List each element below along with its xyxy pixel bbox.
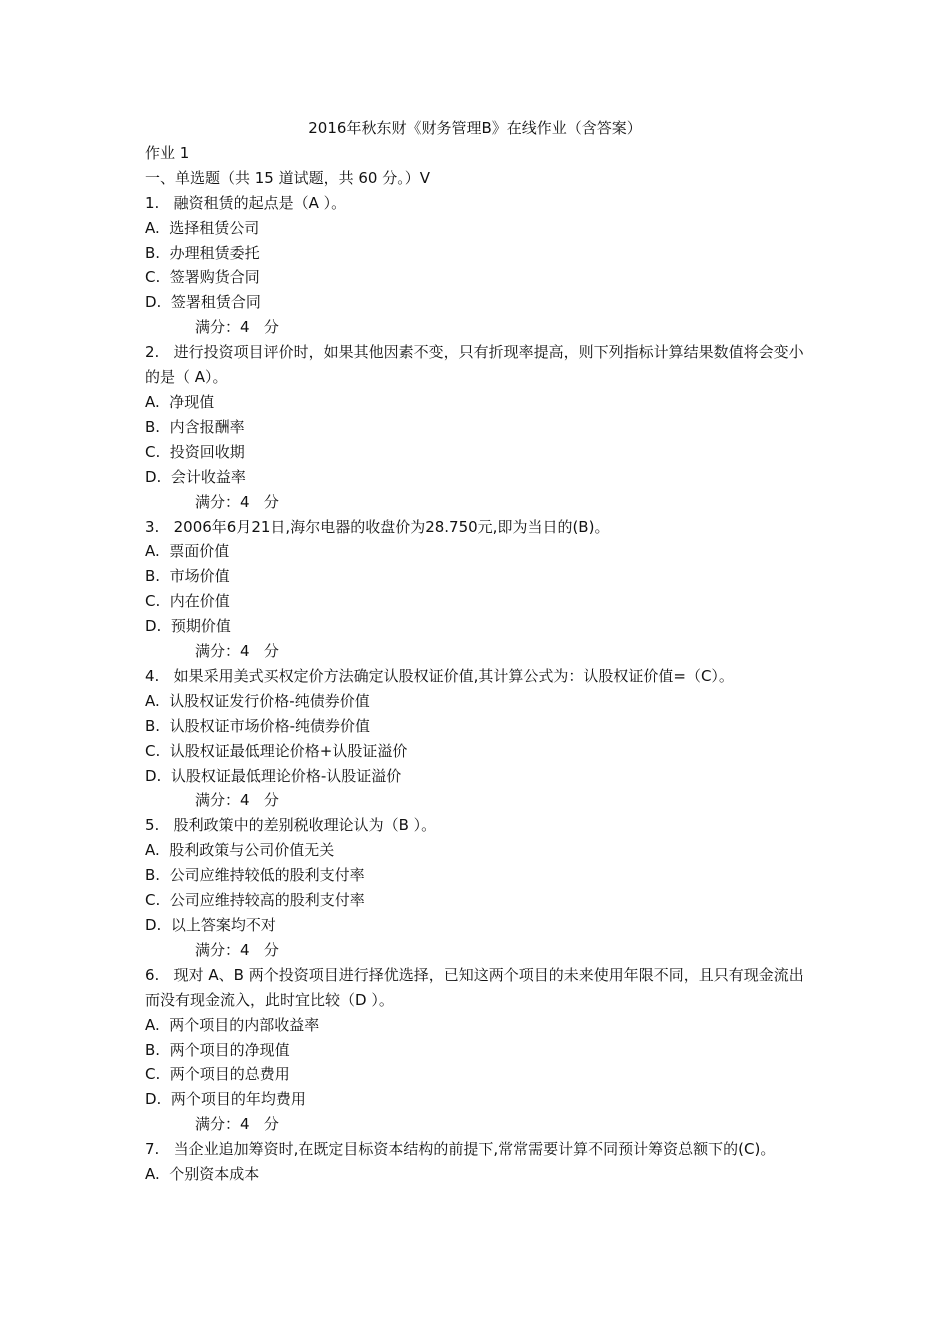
answer-option: D. 会计收益率 xyxy=(145,467,246,486)
answer-option: A. 选择租赁公司 xyxy=(145,218,260,237)
answer-option: D. 认股权证最低理论价格-认股证溢价 xyxy=(145,766,402,785)
answer-option: C. 投资回收期 xyxy=(145,442,245,461)
answer-option: D. 两个项目的年均费用 xyxy=(145,1090,306,1109)
question-item xyxy=(145,1137,815,1187)
assignment-heading: 作业 1 xyxy=(145,143,190,162)
question-stem: 6. 现对 A、B 两个投资项目进行择优选择，已知这两个项目的未来使用年限不同，且只有现金流出而没有现金流入，此时宜比较（D ）。 xyxy=(145,965,804,1009)
question-stem: 7. 当企业追加筹资时,在既定目标资本结构的前提下,常常需要计算不同预计筹资总额下的(C)。 xyxy=(145,1140,776,1159)
score-label: 满分：4 分 xyxy=(195,940,279,959)
answer-option: D. 以上答案均不对 xyxy=(145,916,276,934)
score-label: 满分：4 分 xyxy=(195,318,279,337)
section-heading: 一、单选题（共 15 道试题，共 60 分。）V xyxy=(145,168,431,187)
answer-option: B. 公司应维持较低的股利支付率 xyxy=(145,866,365,885)
answer-option: C. 签署购货合同 xyxy=(145,268,260,287)
score-label: 满分：4 分 xyxy=(195,642,279,661)
answer-option: A. 两个项目的内部收益率 xyxy=(145,1015,320,1034)
answer-option: C. 两个项目的总费用 xyxy=(145,1065,290,1084)
answer-option: B. 两个项目的净现值 xyxy=(145,1040,290,1059)
question-item xyxy=(145,340,815,514)
answer-option: D. 签署租赁合同 xyxy=(145,293,261,312)
answer-option: C. 内在价值 xyxy=(145,592,230,611)
answer-option: C. 认股权证最低理论价格+认股证溢价 xyxy=(145,741,408,760)
answer-option: A. 票面价值 xyxy=(145,542,230,561)
question-item xyxy=(145,813,815,962)
answer-option: A. 认股权证发行价格-纯债券价值 xyxy=(145,691,370,710)
question-stem: 1. 融资租赁的起点是（A ）。 xyxy=(145,193,347,212)
question-item xyxy=(145,191,815,340)
question-item xyxy=(145,664,815,813)
question-stem: 4. 如果采用美式买权定价方法确定认股权证价值,其计算公式为：认股权证价值=（C）。 xyxy=(145,666,734,685)
answer-option: D. 预期价值 xyxy=(145,617,231,636)
score-label: 满分：4 分 xyxy=(195,1115,279,1134)
score-label: 满分：4 分 xyxy=(195,492,279,511)
answer-option: B. 办理租赁委托 xyxy=(145,243,260,262)
answer-option: A. 净现值 xyxy=(145,392,215,411)
question-stem: 5. 股利政策中的差别税收理论认为（B ）。 xyxy=(145,816,437,835)
question-list xyxy=(145,191,815,1187)
question-item xyxy=(145,963,815,1137)
answer-option: A. 股利政策与公司价值无关 xyxy=(145,841,335,860)
answer-option: B. 市场价值 xyxy=(145,567,230,586)
document-page xyxy=(145,116,815,1187)
answer-option: A. 个别资本成本 xyxy=(145,1165,260,1184)
answer-option: B. 认股权证市场价格-纯债券价值 xyxy=(145,716,371,735)
answer-option: C. 公司应维持较高的股利支付率 xyxy=(145,891,365,910)
document-title: 2016年秋东财《财务管理B》在线作业（含答案） xyxy=(308,119,642,137)
question-stem: 3. 2006年6月21日,海尔电器的收盘价为28.750元,即为当日的(B)。 xyxy=(145,517,610,536)
answer-option: B. 内含报酬率 xyxy=(145,417,245,436)
score-label: 满分：4 分 xyxy=(195,791,279,810)
question-item xyxy=(145,515,815,664)
question-stem: 2. 进行投资项目评价时，如果其他因素不变，只有折现率提高，则下列指标计算结果数值将会变小的是（ A）。 xyxy=(145,343,804,387)
